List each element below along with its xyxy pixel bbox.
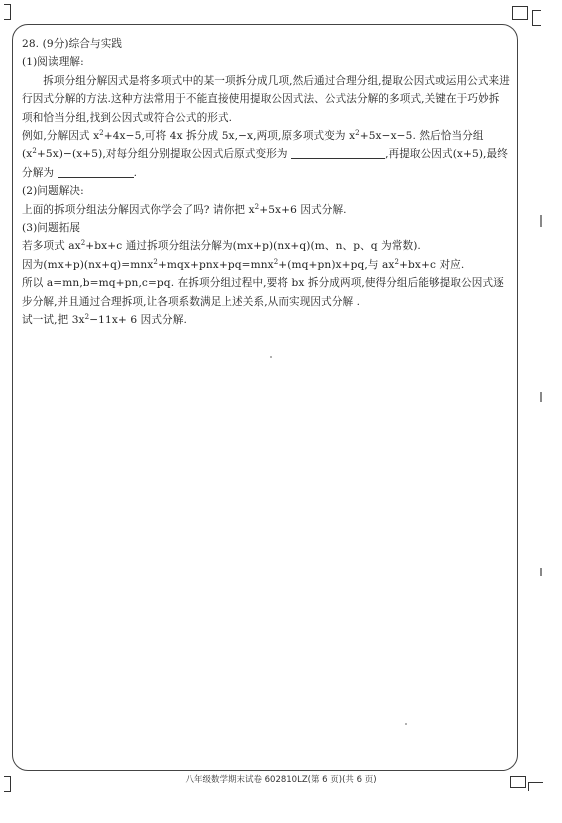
answer-blank-1[interactable]	[291, 147, 385, 159]
section-1-title: (1)阅读理解:	[22, 56, 84, 69]
extension-line-1: 若多项式 $ax^2+bx+c$ 通过拆项分组法分解为(mx+p)(nx+q)(m、n、p、q 为常数).	[22, 239, 421, 253]
problem-2: 上面的拆项分组法分解因式你学会了吗? 请你把 $x^2+5x+6$ 因式分解.	[22, 202, 347, 216]
page-footer: 八年级数学期末试卷 602810LZ(第 6 页)(共 6 页)	[185, 775, 377, 785]
answer-blank-2[interactable]	[58, 166, 134, 178]
scan-speck	[270, 356, 272, 358]
example-paragraph: 例如,分解因式 $x^2+4x-5$,可将 4x 拆分成 5x,−x,两项,原多项式变为 $x^2+5x-x-5$. 然后恰当分组$(x^2+5x)-(x+5)$,对每分组分别提取公因式后原式变形为 ,再提取公因式(x+5),最终分解为 .	[22, 129, 508, 179]
question-heading: 28. (9分)综合与实践	[22, 38, 123, 50]
try-it-line: 试一试,把 $3x^2-11x+ 6$ 因式分解.	[22, 313, 187, 327]
side-mark	[540, 568, 542, 576]
binding-bracket-top	[4, 4, 11, 20]
extension-line-2: 因为(mx+p)(nx+q)=mnx$^2$+mqx+pnx+pq=mnx$^2$+(mq+pn)x+pq,与 $ax^2+bx+c$ 对应.	[22, 257, 465, 271]
corner-mark-top-right	[512, 6, 528, 20]
section-3-title: (3)问题拓展	[22, 222, 81, 235]
side-mark	[540, 215, 542, 227]
corner-mark-top-right-bracket	[532, 10, 541, 26]
side-mark	[540, 392, 542, 402]
reading-paragraph: 拆项分组分解因式是将多项式中的某一项拆分成几项,然后通过合理分组,提取公因式或运用公式来进行因式分解的方法.这种方法常用于不能直接使用提取公因式法、公式法分解的多项式,关键在于巧妙拆项和恰当分组,找到公因式或符合公式的形式.	[22, 74, 510, 124]
scan-speck	[405, 723, 407, 725]
section-2-title: (2)问题解决:	[22, 185, 84, 198]
question-28	[22, 35, 510, 330]
extension-line-3: 所以 a=mn,b=mq+pn,c=pq. 在拆项分组过程中,要将 bx 拆分成两项,使得分组后能够提取公因式逐步分解,并且通过合理拆项,让各项系数满足上述关系,从而实现因式分解 .	[22, 277, 504, 308]
